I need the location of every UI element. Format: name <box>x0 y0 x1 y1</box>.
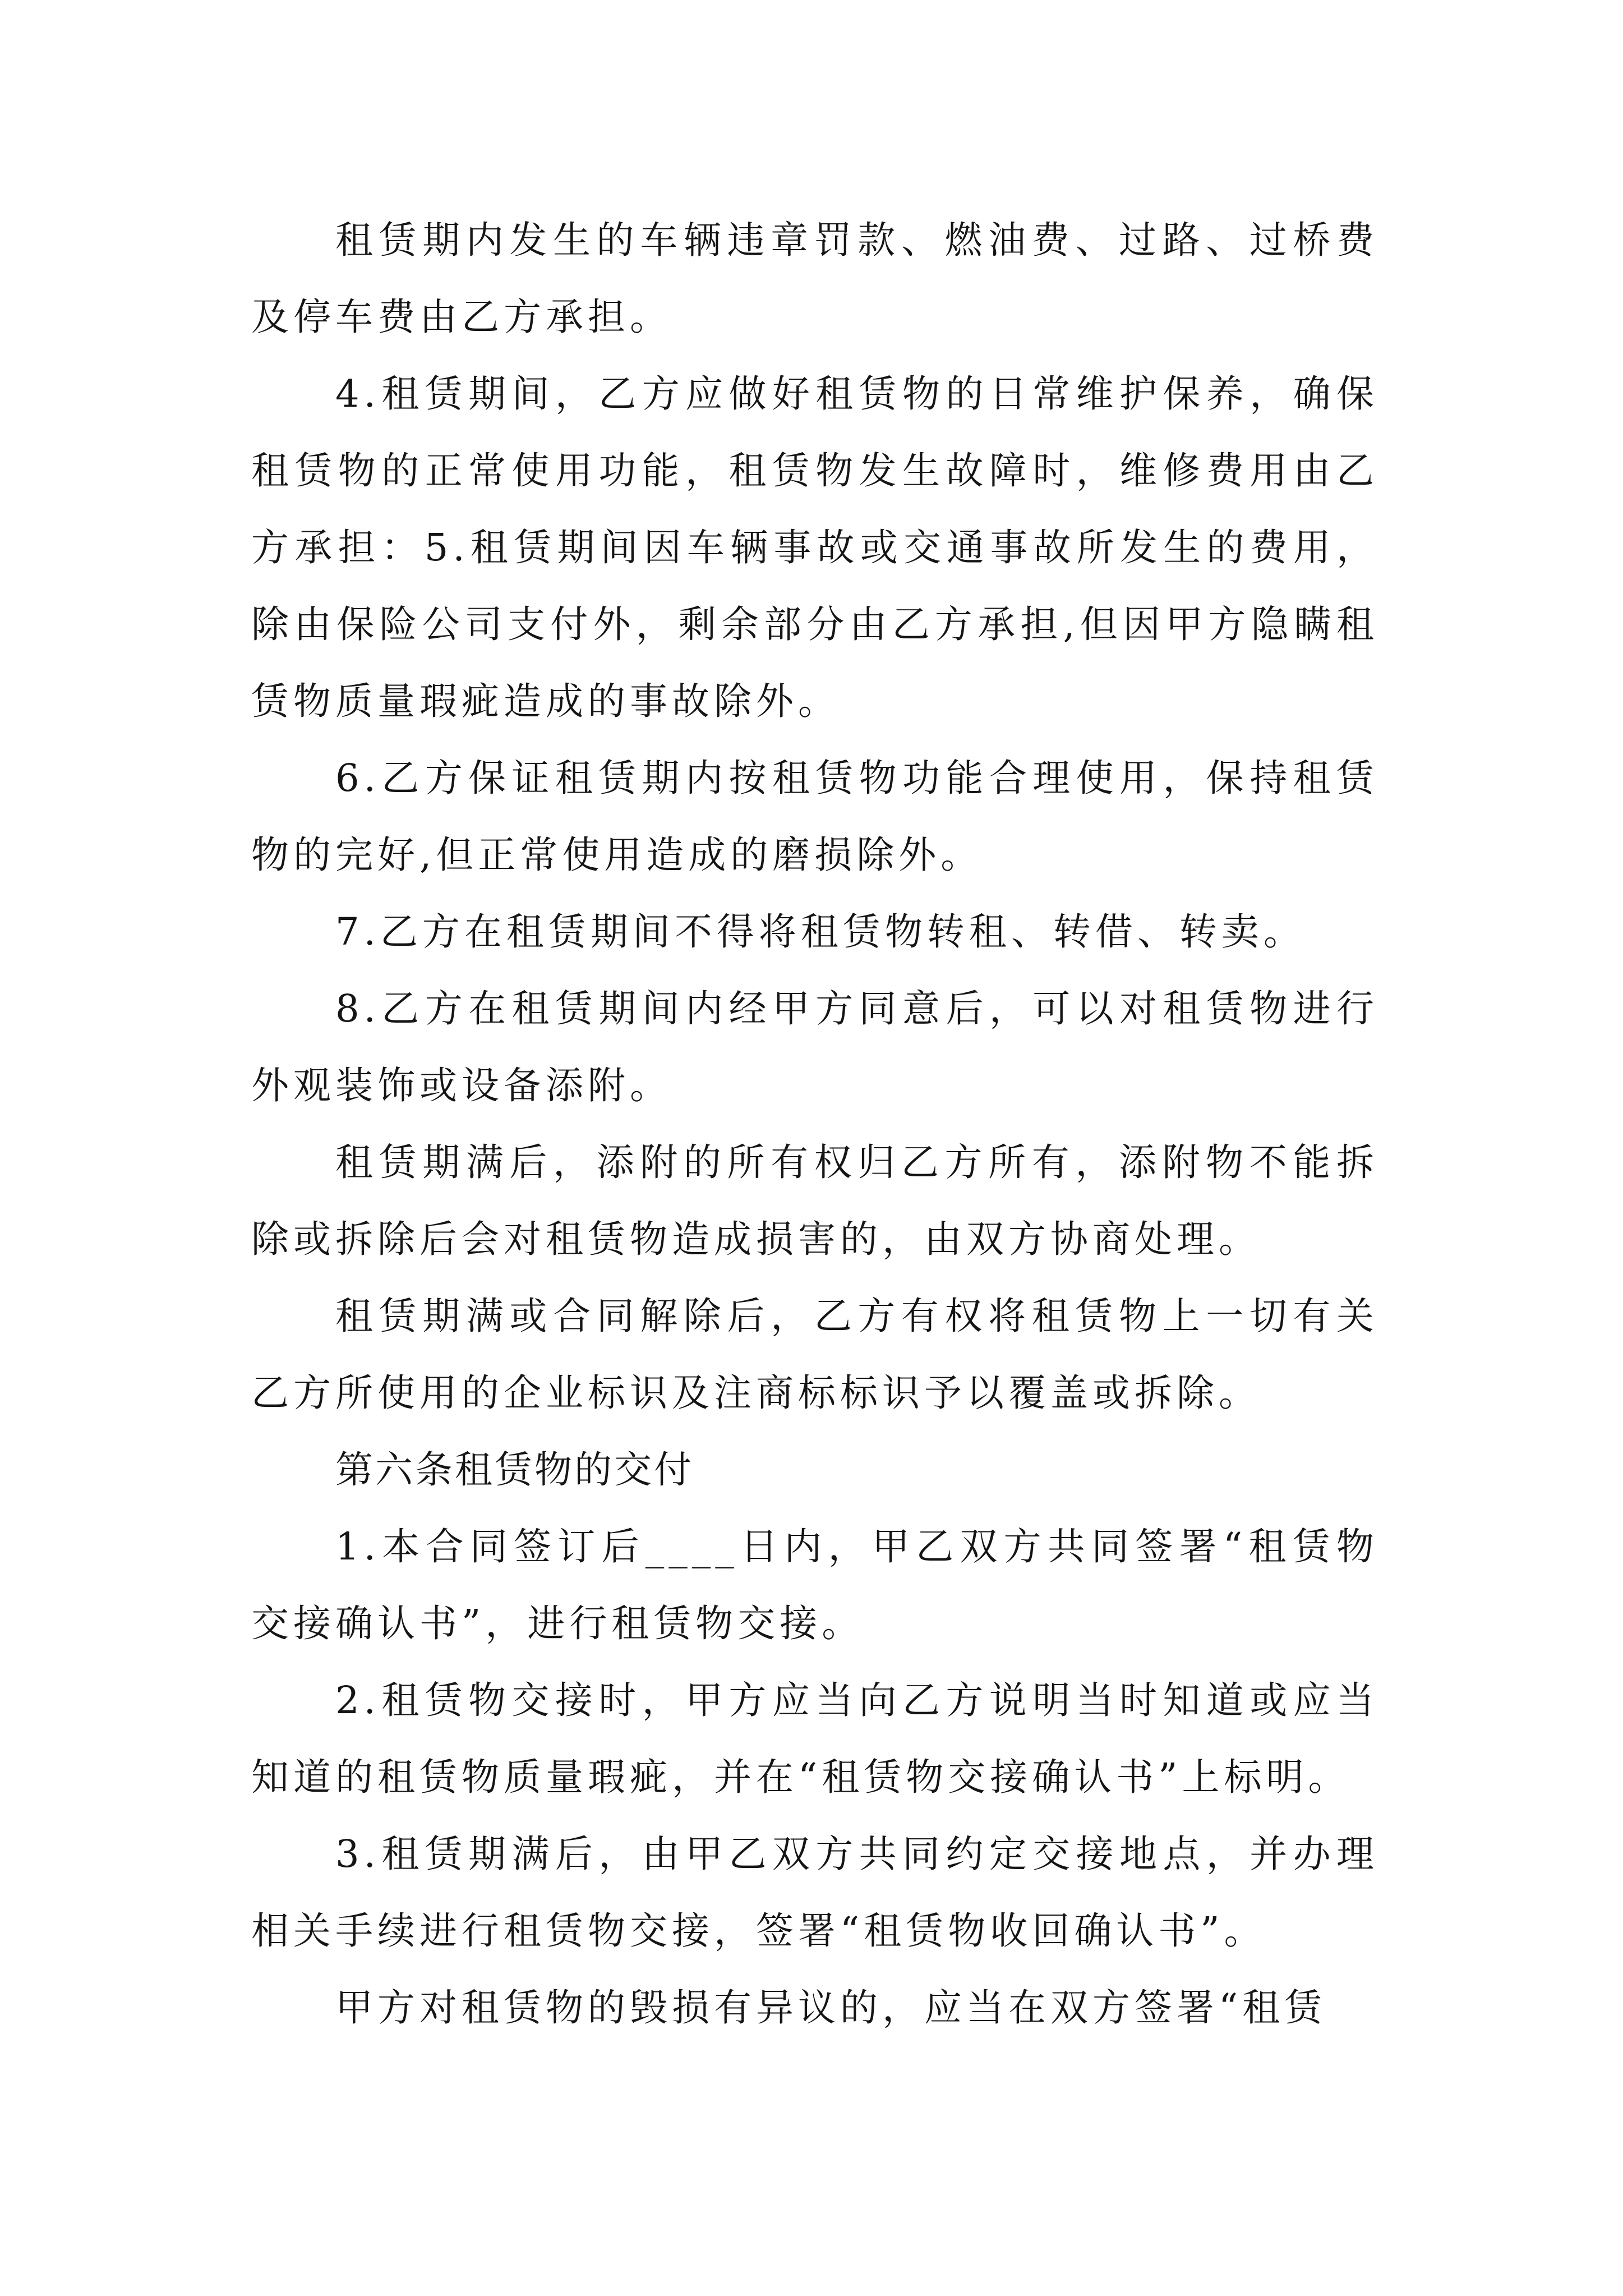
paragraph-damage-objection: 甲方对租赁物的毁损有异议的，应当在双方签署“租赁 <box>335 1986 1327 2030</box>
paragraph-clause-8: 8.乙方在租赁期间内经甲方同意后，可以对租赁物进行外观装饰或设备添附。 <box>251 987 1378 1107</box>
paragraph-delivery-2: 2.租赁物交接时，甲方应当向乙方说明当时知道或应当知道的租赁物质量瑕疵，并在“租赁物交接确认书”上标明。 <box>251 1678 1378 1799</box>
section-heading: 第六条租赁物的交付 <box>335 1448 694 1492</box>
paragraph-attachment-ownership: 租赁期满后，添附的所有权归乙方所有，添附物不能拆除或拆除后会对租赁物造成损害的，由双方协商处理。 <box>251 1140 1378 1261</box>
paragraph-clause-7: 7.乙方在租赁期间不得将租赁物转租、转借、转卖。 <box>335 910 1306 954</box>
document-body <box>251 202 1378 2046</box>
paragraph-violation-fees: 租赁期内发生的车辆违章罚款、燃油费、过路、过桥费及停车费由乙方承担。 <box>251 218 1378 339</box>
paragraph-delivery-1: 1.本合同签订后____日内，甲乙双方共同签署“租赁物交接确认书”，进行租赁物交接。 <box>251 1525 1378 1645</box>
paragraph-clause-6: 6.乙方保证租赁期内按租赁物功能合理使用，保持租赁物的完好,但正常使用造成的磨损除外。 <box>251 756 1378 877</box>
paragraph-delivery-3: 3.租赁期满后，由甲乙双方共同约定交接地点，并办理相关手续进行租赁物交接，签署“租赁物收回确认书”。 <box>251 1832 1378 1953</box>
paragraph-logo-removal: 租赁期满或合同解除后，乙方有权将租赁物上一切有关乙方所使用的企业标识及注商标标识予以覆盖或拆除。 <box>251 1294 1378 1415</box>
paragraph-clause-4-5: 4.租赁期间，乙方应做好租赁物的日常维护保养，确保租赁物的正常使用功能，租赁物发生故障时，维修费用由乙方承担：5.租赁期间因车辆事故或交通事故所发生的费用，除由保险公司支付外，剩余部分由乙方承担,但因甲方隐瞒租赁物质量瑕疵造成的事故除外。 <box>251 372 1378 723</box>
